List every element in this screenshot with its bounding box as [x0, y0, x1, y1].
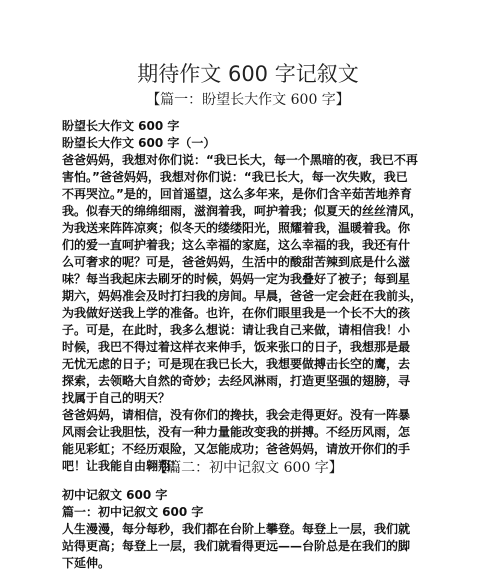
paragraph-line: 我。似春天的绵绵细雨，滋润着我，呵护着我；似夏天的丝丝清风，: [62, 204, 423, 218]
section-heading-2: 【篇二：初中记叙文 600 字】: [153, 460, 343, 476]
paragraph-line: 人生漫漫，每分每秒，我们都在台阶上攀登。每登上一层，我们就: [62, 522, 411, 536]
paragraph-line: 么可奢求的呢？可是，爸爸妈妈，生活中的酸甜苦辣到底是什么滋: [62, 255, 411, 269]
paragraph-line: 们的爱一直呵护着我；这么幸福的家庭，这么幸福的我，我还有什: [62, 238, 411, 252]
paragraph-line: 为我做好送我上学的准备。也许，在你们眼里我是一个长不大的孩: [62, 306, 411, 320]
paragraph-line: 为我送来阵阵凉爽；似冬天的缕缕阳光，照耀着我，温暖着我。你: [62, 221, 411, 235]
paragraph-line: 初中记叙文 600 字: [62, 488, 168, 502]
paragraph-line: 风雨会让我胆怯，没有一种力量能改变我的拼搏。不经历风雨，怎: [62, 425, 411, 439]
paragraph-line: 站得更高；每登上一层，我们就看得更远——台阶总是在我们的脚: [62, 539, 411, 553]
paragraph-line: 味？每当我起床去刷牙的时候，妈妈一定为我叠好了被子；每到星: [62, 272, 411, 286]
paragraph-line: 爸爸妈妈，请相信，没有你们的搀扶，我会走得更好。没有一阵暴: [62, 408, 411, 422]
paragraph-line: 盼望长大作文 600 字（一）: [62, 136, 216, 150]
paragraph-line: 无忧无虑的日子；可是现在我已长大，我想要做搏击长空的鹰，去: [62, 357, 411, 371]
paragraph-line: 盼望长大作文 600 字: [62, 119, 180, 133]
paragraph-line: 害怕。”爸爸妈妈，我想对你们说：“我已长大，每一次失败，我已: [62, 170, 408, 184]
section-1-body: [62, 118, 442, 475]
paragraph-line: 爸爸妈妈，我想对你们说：“我已长大，每一个黑暗的夜，我已不再: [62, 153, 418, 167]
section-2-body: [62, 487, 442, 572]
paragraph-line: 时候，我巴不得过着这样衣来伸手，饭来张口的日子，我想那是最: [62, 340, 411, 354]
paragraph-line: 不再哭泣。”是的，回首遥望，这么多年来，是你们含辛茹苦地养育: [62, 187, 412, 201]
paragraph-line: 篇一：初中记叙文 600 字: [62, 505, 204, 519]
paragraph-line: 下延伸。: [62, 556, 111, 570]
paragraph-line: 子。可是，在此时，我多么想说：请让我自己来做，请相信我！小: [62, 323, 411, 337]
paragraph-line: 期六，妈妈准会及时打扫我的房间。早晨，爸爸一定会赶在我前头，: [62, 289, 423, 303]
paragraph-line: 探索，去领略大自然的奇妙；去经风淋雨，打造更坚强的翅膀，寻: [62, 374, 411, 388]
document-title: 期待作文 600 字记叙文: [137, 62, 359, 86]
paragraph-line: 吧！让我能自由翱翔！: [62, 459, 183, 473]
section-heading-1: 【篇一：盼望长大作文 600 字】: [146, 92, 350, 108]
paragraph-line: 找属于自己的明天？: [62, 391, 171, 405]
paragraph-line: 能见彩虹；不经历艰险，又怎能成功；爸爸妈妈，请放开你们的手: [62, 442, 411, 456]
